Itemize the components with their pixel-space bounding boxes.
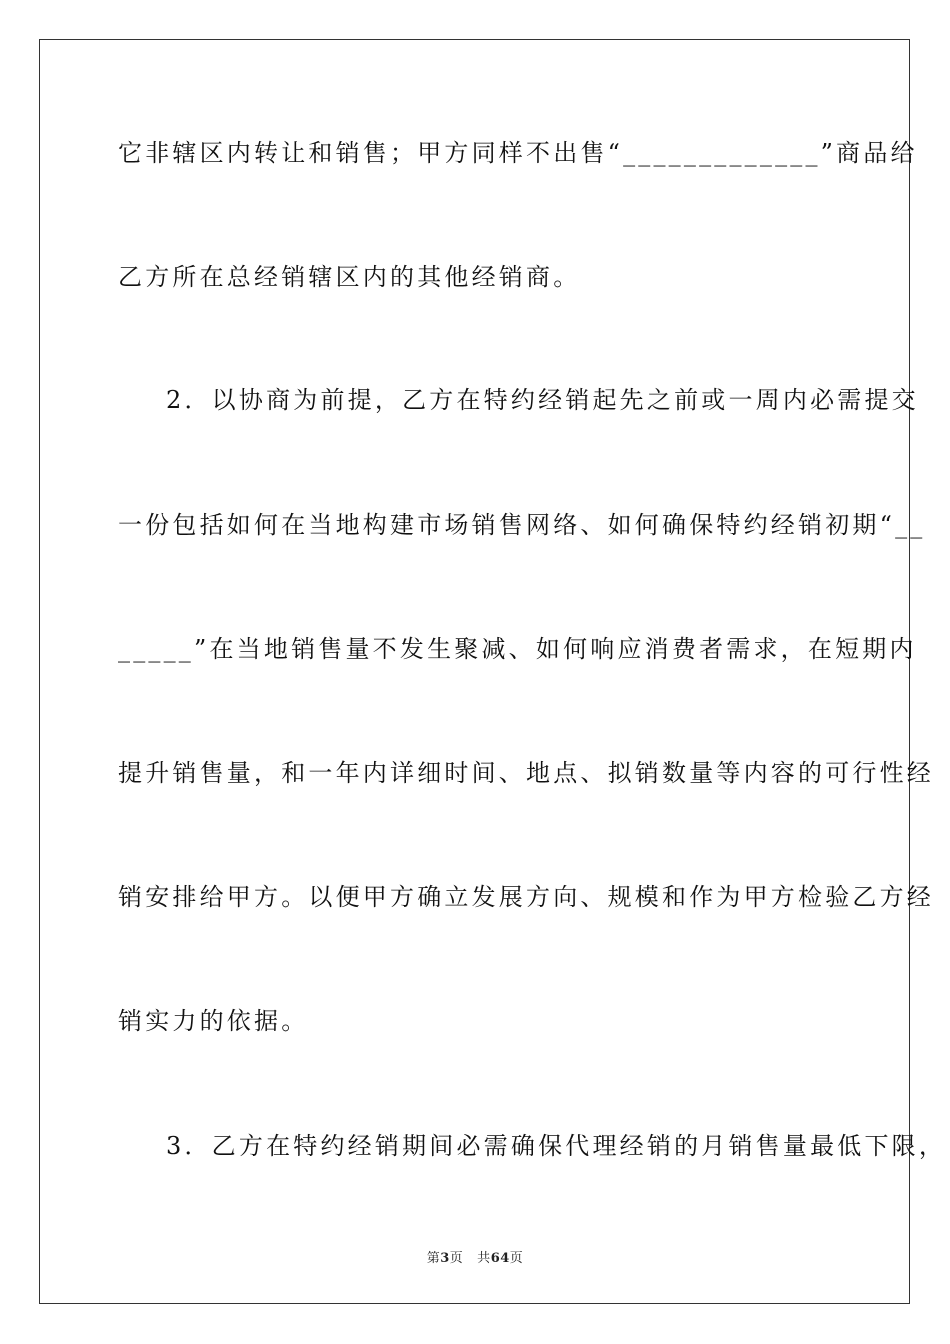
body-line-2: 乙方所在总经销辖区内的其他经销商。 — [118, 263, 581, 291]
body-line-4: 一份包括如何在当地构建市场销售网络、如何确保特约经销初期“__ — [118, 511, 926, 539]
body-line-7: 销安排给甲方。以便甲方确立发展方向、规模和作为甲方检验乙方经 — [118, 883, 934, 911]
footer-total-prefix: 共 — [477, 1251, 491, 1266]
footer-prefix: 第 — [426, 1251, 441, 1266]
footer-page-suffix: 页 — [449, 1251, 464, 1266]
body-line-9: 3．乙方在特约经销期间必需确保代理经销的月销售量最低下限， — [166, 1132, 947, 1160]
body-line-3: 2．以协商为前提，乙方在特约经销起先之前或一周内必需提交 — [166, 386, 919, 414]
footer-total-suffix: 页 — [509, 1251, 524, 1266]
body-line-5: _____”在当地销售量不发生聚减、如何响应消费者需求，在短期内 — [118, 635, 917, 663]
page-border — [39, 39, 910, 1304]
footer-total-pages: 64 — [490, 1251, 510, 1266]
footer-page-number: 3 — [440, 1251, 450, 1266]
body-line-1: 它非辖区内转让和销售；甲方同样不出售“_____________”商品给 — [118, 139, 918, 167]
body-line-6: 提升销售量，和一年内详细时间、地点、拟销数量等内容的可行性经 — [118, 759, 934, 787]
body-line-8: 销实力的依据。 — [118, 1007, 309, 1035]
page-footer — [0, 1247, 950, 1266]
